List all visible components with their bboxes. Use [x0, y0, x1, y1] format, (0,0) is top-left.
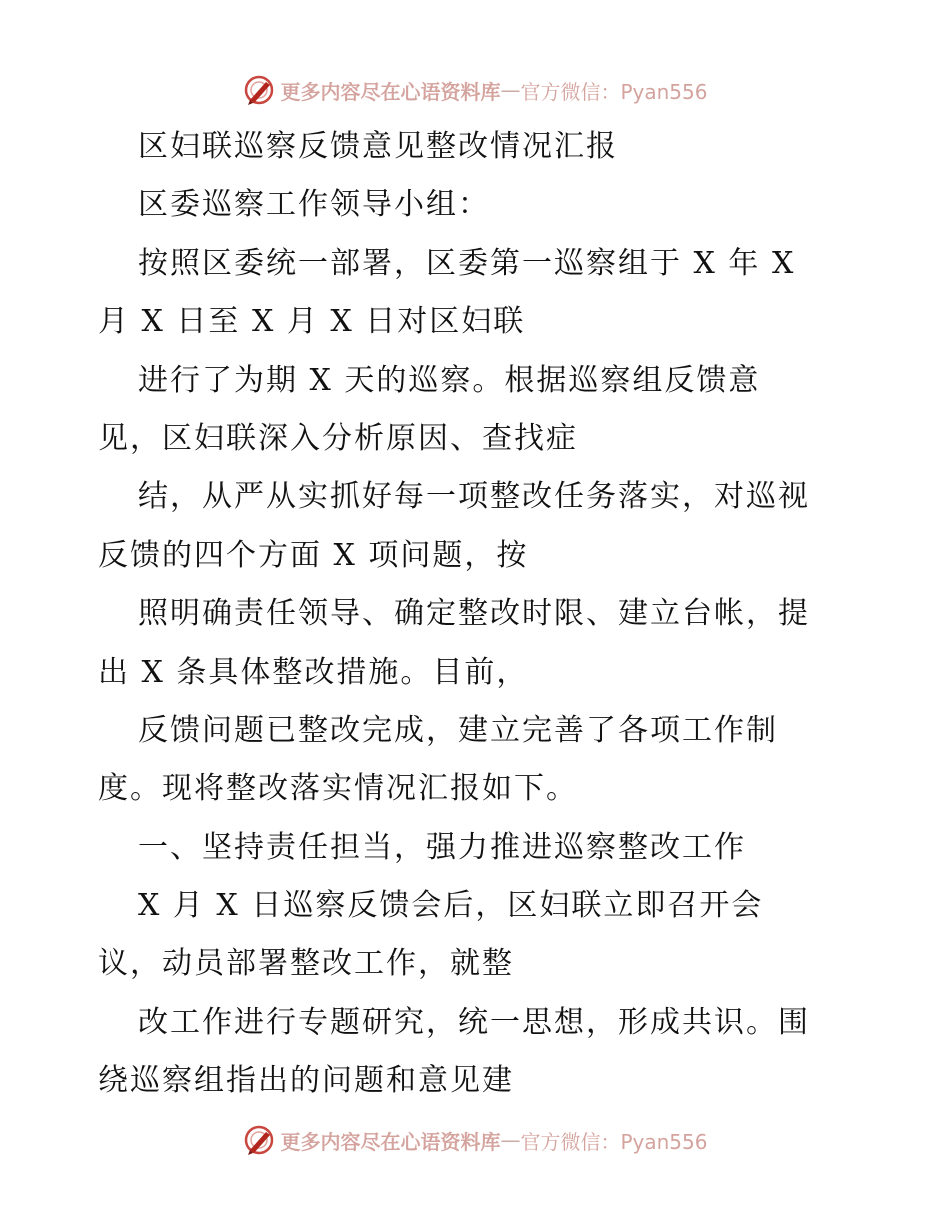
- header-banner-text: 更多内容尽在心语资料库: [280, 79, 501, 104]
- document-line: 出 X 条具体整改措施。目前，: [98, 654, 529, 690]
- document-line: 照明确责任领导、确定整改时限、建立台帐，提: [138, 596, 810, 632]
- document-line: 度。现将整改落实情况汇报如下。: [98, 771, 578, 807]
- document-line: 月 X 日至 X 月 X 日对区妇联: [98, 304, 526, 340]
- document-salutation: 区委巡察工作领导小组：: [138, 187, 490, 223]
- document-line: 改工作进行专题研究，统一思想，形成共识。围: [138, 1004, 810, 1040]
- document-line: 反馈问题已整改完成，建立完善了各项工作制: [138, 712, 778, 748]
- header-banner-account: 官方微信：Pyan556: [520, 79, 708, 104]
- document-line: 按照区委统一部署，区委第一巡察组于 X 年 X: [138, 245, 796, 281]
- document-line: 结，从严从实抓好每一项整改任务落实，对巡视: [138, 479, 810, 515]
- document-line: 反馈的四个方面 X 项问题，按: [98, 537, 529, 573]
- header-watermark-banner: [0, 70, 950, 110]
- document-line: 进行了为期 X 天的巡察。根据巡察组反馈意: [138, 362, 761, 398]
- document-line: 议，动员部署整改工作，就整: [98, 946, 514, 982]
- pen-logo-icon: [242, 1123, 276, 1157]
- pen-logo-icon: [242, 73, 276, 107]
- footer-banner-account: 官方微信：Pyan556: [520, 1129, 708, 1154]
- footer-watermark-banner: [0, 1120, 950, 1160]
- document-title: 区妇联巡察反馈意见整改情况汇报: [138, 129, 618, 164]
- document-line: X 月 X 日巡察反馈会后，区妇联立即召开会: [138, 888, 764, 924]
- header-banner-separator: —: [500, 78, 521, 102]
- document-line: 见，区妇联深入分析原因、查找症: [98, 420, 578, 456]
- section-heading: 一、坚持责任担当，强力推进巡察整改工作: [138, 829, 746, 865]
- document-body: [98, 118, 858, 1111]
- document-line: 绕巡察组指出的问题和意见建: [98, 1063, 514, 1099]
- footer-banner-text: 更多内容尽在心语资料库: [280, 1129, 501, 1154]
- footer-banner-separator: —: [500, 1128, 521, 1152]
